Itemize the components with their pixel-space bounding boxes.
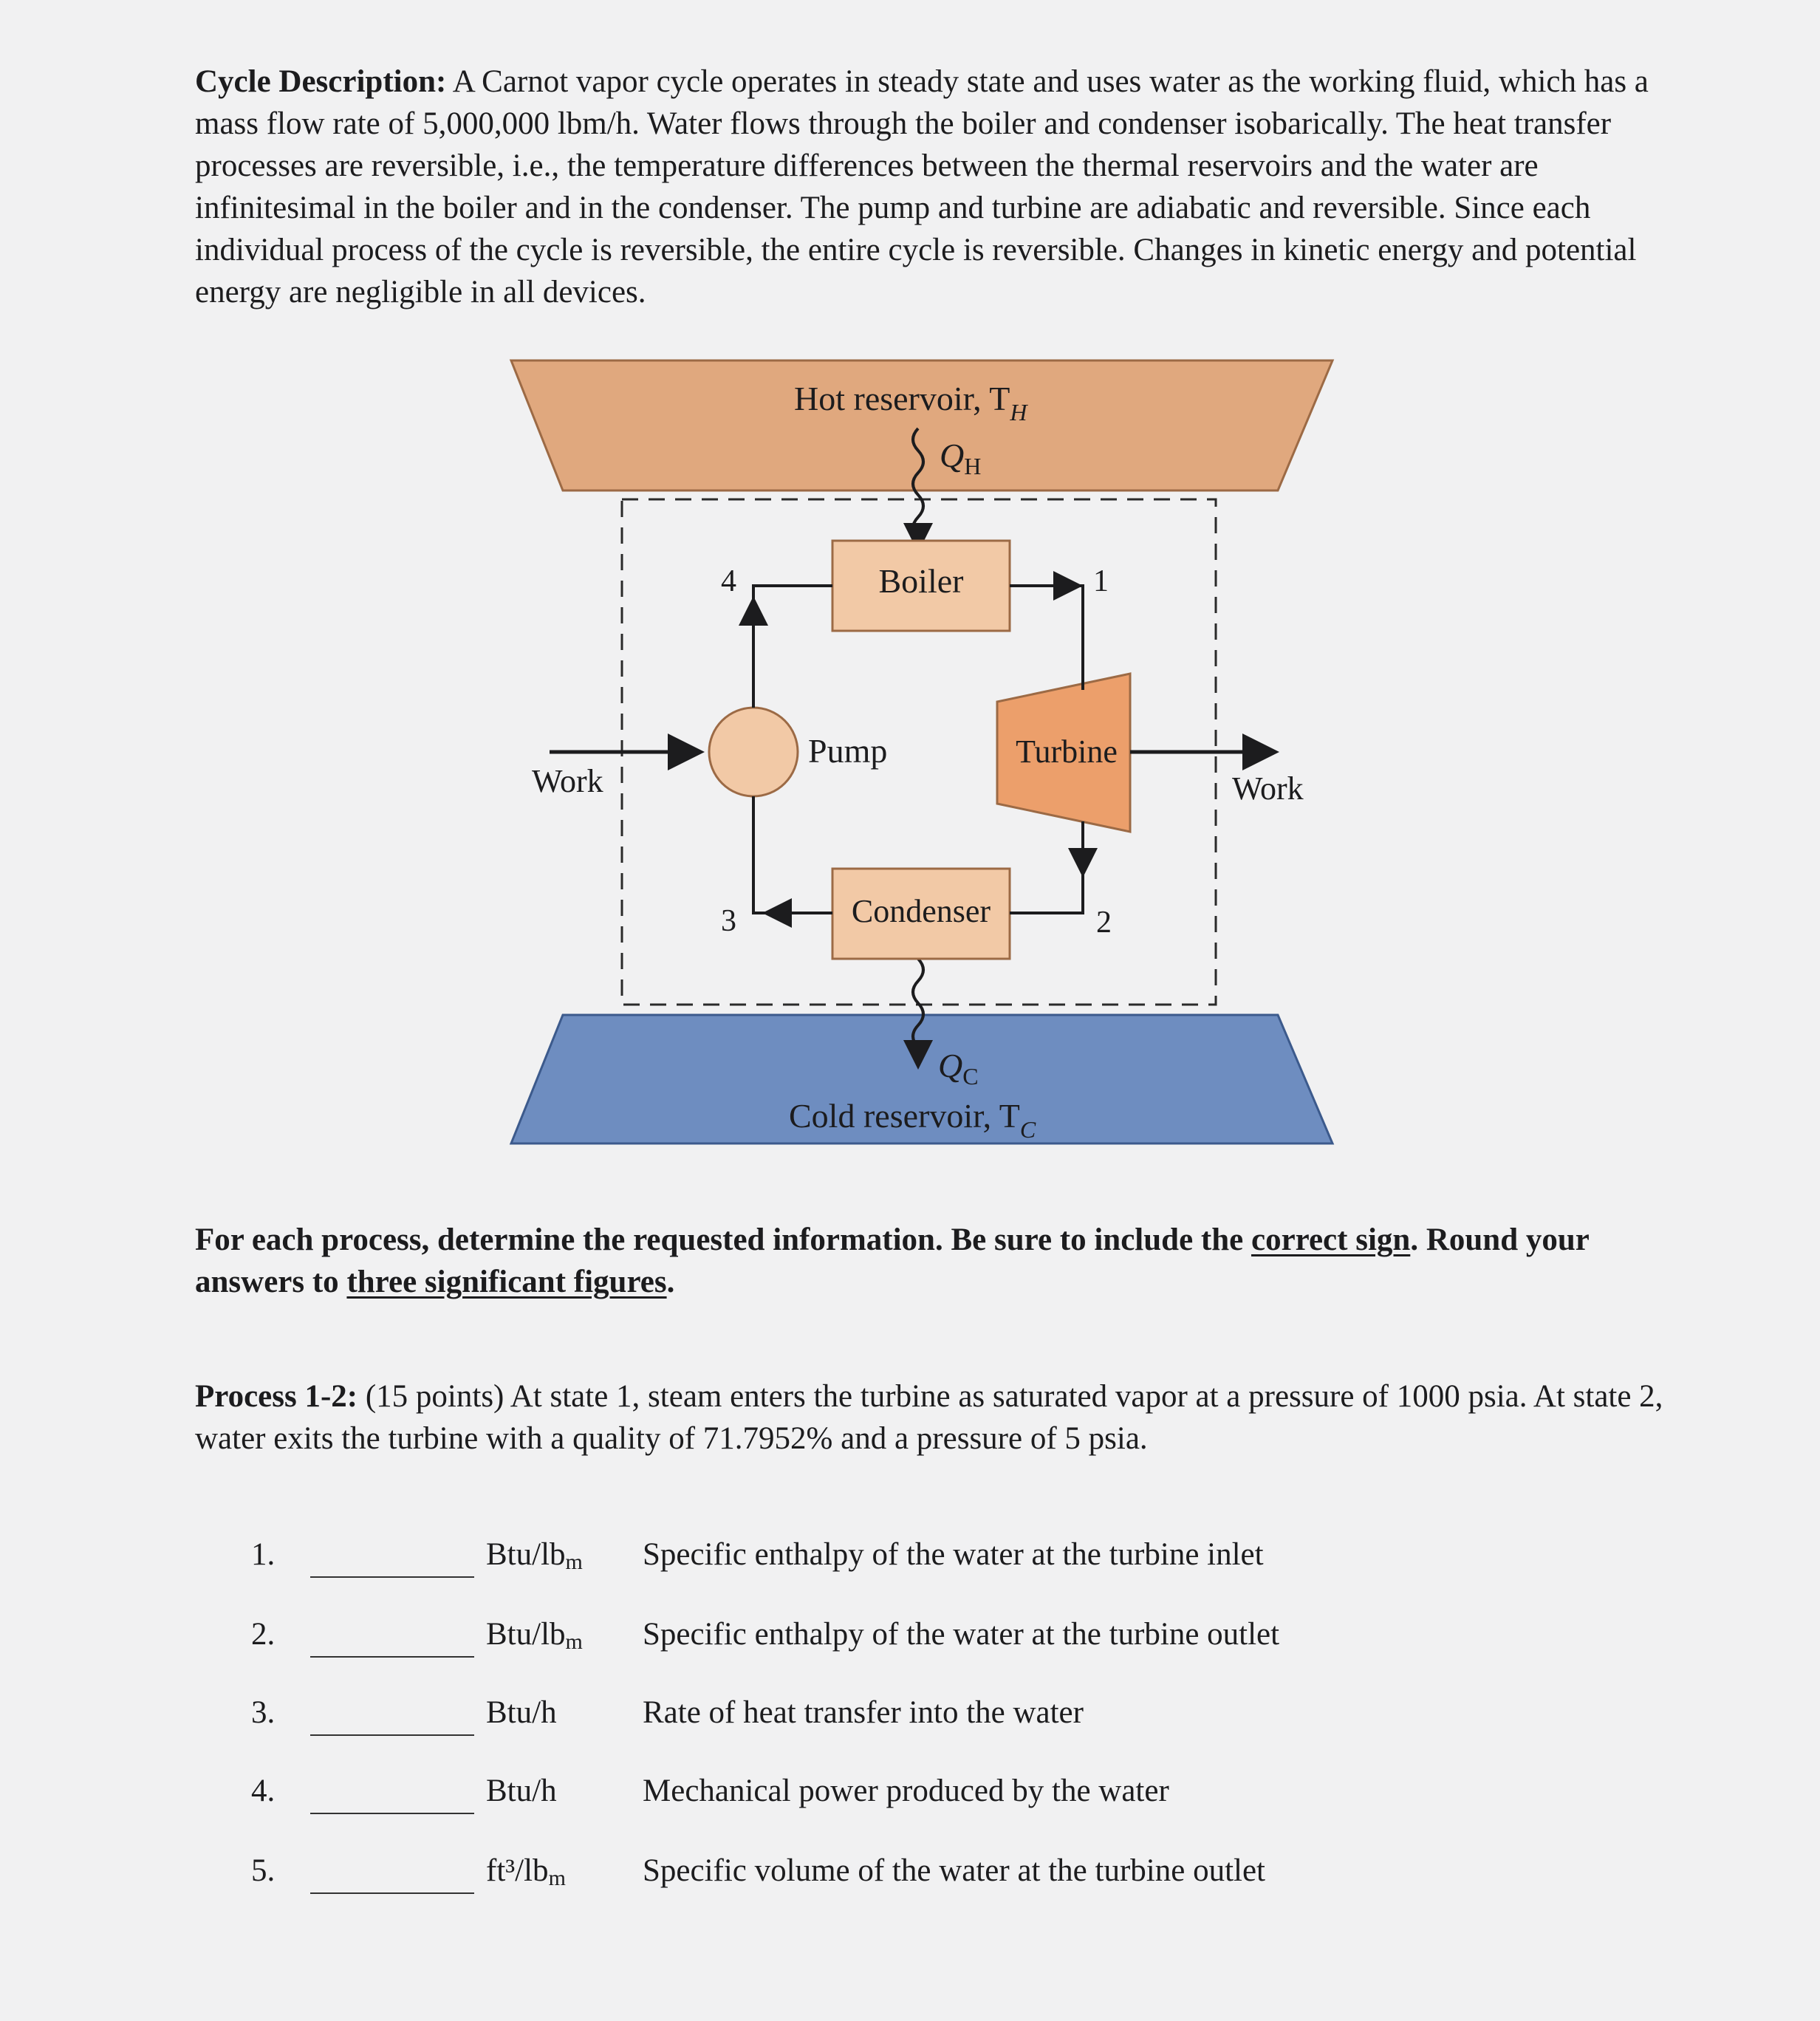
answer-unit: Btu/$lb_m$: [486, 1537, 583, 1574]
state-2-label: 2: [1096, 906, 1112, 940]
question-row: [244, 1773, 1647, 1825]
pipe-condenser-to-pump: [753, 796, 832, 913]
work-in-label: Work: [532, 763, 603, 799]
question-number: 3.: [251, 1695, 276, 1730]
answer-blank[interactable]: [310, 1624, 474, 1658]
instructions-text-2: . Round your answers to: [195, 1222, 1590, 1299]
question-number: 1.: [251, 1537, 276, 1572]
answer-unit: Btu/h: [486, 1695, 557, 1730]
question-number: 4.: [251, 1774, 276, 1808]
pipe-turbine-to-condenser: [1010, 821, 1083, 913]
q-cold-label: $Q_C$: [938, 1047, 979, 1090]
question-number: 5.: [251, 1853, 276, 1888]
answer-blank[interactable]: [310, 1544, 474, 1578]
boiler-label: Boiler: [878, 562, 964, 600]
state-1-label: 1: [1093, 564, 1109, 598]
cycle-description-label: Cycle Description:: [195, 64, 447, 99]
question-row: [244, 1853, 1647, 1904]
question-description: Specific enthalpy of the water at the turbine inlet: [643, 1537, 1264, 1572]
instructions-text-1: For each process, determine the requested information. Be sure to include the: [195, 1222, 1251, 1257]
cold-reservoir-label: Cold reservoir, $T_C$: [789, 1097, 1036, 1143]
instructions-text-3: .: [666, 1265, 675, 1299]
question-description: Specific volume of the water at the turbine outlet: [643, 1853, 1265, 1888]
work-out-label: Work: [1232, 770, 1304, 807]
state-3-label: 3: [721, 904, 736, 938]
question-row: [244, 1695, 1647, 1746]
instructions: [195, 1219, 1665, 1303]
turbine-label: Turbine: [1016, 733, 1118, 770]
question-description: Mechanical power produced by the water: [643, 1774, 1169, 1808]
pump-circle: [709, 708, 798, 796]
answer-unit: ft³/$lb_m$: [486, 1853, 566, 1890]
pump-label: Pump: [808, 732, 888, 770]
pipe-pump-to-boiler: [753, 586, 832, 708]
hot-reservoir-label: Hot reservoir, $T_H$: [794, 380, 1027, 425]
correct-sign-emphasis: correct sign: [1251, 1222, 1411, 1257]
state-4-label: 4: [721, 564, 736, 598]
process-1-2-description: [195, 1375, 1665, 1460]
sig-figs-emphasis: three significant figures: [346, 1265, 667, 1299]
process-text: (15 points) At state 1, steam enters the turbine as saturated vapor at a pressure of 1000 psia. At state 2, water exits the turbine with a quality of 71.7952% and a pressure of 5 psia.: [195, 1379, 1663, 1456]
answer-unit: Btu/h: [486, 1774, 557, 1808]
question-row: [244, 1616, 1647, 1668]
answer-blank[interactable]: [310, 1780, 474, 1814]
answer-blank[interactable]: [310, 1860, 474, 1894]
question-description: Rate of heat transfer into the water: [643, 1695, 1084, 1730]
answer-unit: Btu/$lb_m$: [486, 1617, 583, 1654]
pipe-boiler-to-turbine: [1010, 586, 1083, 690]
question-row: [244, 1536, 1647, 1588]
condenser-label: Condenser: [851, 893, 991, 929]
cycle-description-text: A Carnot vapor cycle operates in steady state and uses water as the working fluid, which has a mass flow rate of 5,000,000 lbm/h. Water flows through the boiler and condenser isobarically. The heat transfer processes are reversible, i.e., the temperature differences between the thermal reservoirs and the water are infinitesimal in the boiler and in the condenser. The pump and turbine are adiabatic and reversible. Since each individual process of the cycle is reversible, the entire cycle is reversible. Changes in kinetic energy and potential energy are negligible in all devices.: [195, 64, 1649, 310]
answer-blank[interactable]: [310, 1702, 474, 1736]
q-hot-label: $Q_H$: [940, 437, 982, 479]
question-number: 2.: [251, 1617, 276, 1652]
process-label: Process 1-2:: [195, 1379, 358, 1414]
question-description: Specific enthalpy of the water at the turbine outlet: [643, 1617, 1280, 1652]
